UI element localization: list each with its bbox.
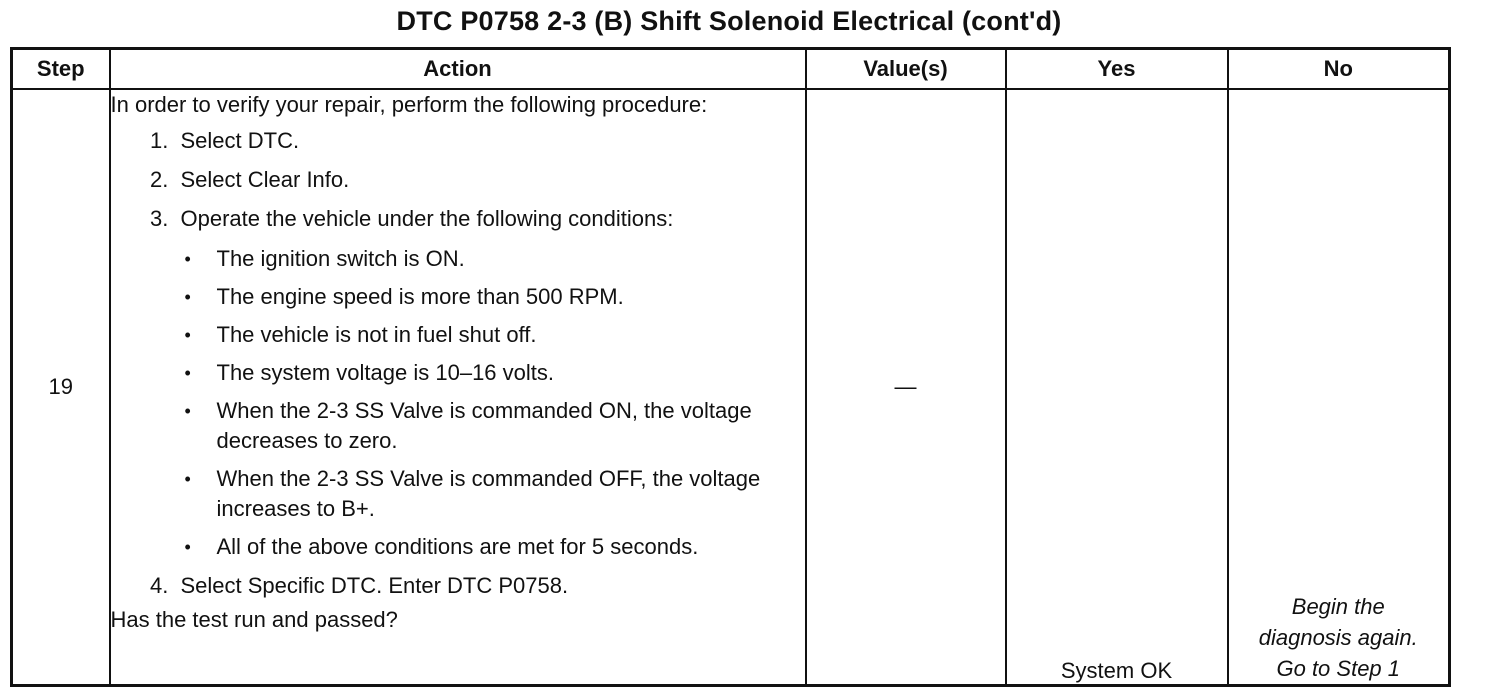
- value-cell: —: [806, 89, 1006, 686]
- condition-item: • The vehicle is not in fuel shut off.: [215, 320, 805, 350]
- procedure-step-text: Select Clear Info.: [180, 167, 350, 192]
- procedure-step: [175, 165, 805, 195]
- procedure-step-text: Operate the vehicle under the following conditions:: [180, 206, 674, 231]
- no-result-line: Begin the: [1291, 594, 1385, 619]
- header-step: Step: [12, 49, 110, 90]
- procedure-step: [175, 204, 805, 562]
- no-result-line: diagnosis again.: [1258, 625, 1418, 650]
- diagnostic-table: [10, 47, 1451, 687]
- step-number: 19: [12, 89, 110, 686]
- header-action: Action: [110, 49, 806, 90]
- header-yes: Yes: [1006, 49, 1228, 90]
- table-header-row: [12, 49, 1450, 90]
- condition-item: • When the 2-3 SS Valve is commanded OFF, the voltage increases to B+.: [215, 464, 805, 524]
- yes-result: System OK: [1006, 89, 1228, 686]
- no-result-line: Go to Step 1: [1276, 656, 1401, 681]
- procedure-steps: [111, 126, 805, 601]
- test-question: Has the test run and passed?: [110, 607, 398, 632]
- header-no: No: [1228, 49, 1450, 90]
- no-result: [1228, 89, 1450, 686]
- condition-item: • The system voltage is 10–16 volts.: [215, 358, 805, 388]
- action-cell: [110, 89, 806, 686]
- procedure-step: [175, 571, 805, 601]
- condition-item: • The ignition switch is ON.: [215, 244, 805, 274]
- action-intro: In order to verify your repair, perform the following procedure:: [110, 92, 708, 117]
- condition-item: • All of the above conditions are met for 5 seconds.: [215, 532, 805, 562]
- condition-item: • The engine speed is more than 500 RPM.: [215, 282, 805, 312]
- procedure-step-text: Select DTC.: [180, 128, 300, 153]
- table-row: [12, 89, 1450, 686]
- header-values: Value(s): [806, 49, 1006, 90]
- procedure-step: [175, 126, 805, 156]
- condition-list: [181, 244, 805, 562]
- document-title: DTC P0758 2-3 (B) Shift Solenoid Electrical (cont'd): [396, 6, 1062, 36]
- condition-item: • When the 2-3 SS Valve is commanded ON, the voltage decreases to zero.: [215, 396, 805, 456]
- procedure-step-text: Select Specific DTC. Enter DTC P0758.: [180, 573, 569, 598]
